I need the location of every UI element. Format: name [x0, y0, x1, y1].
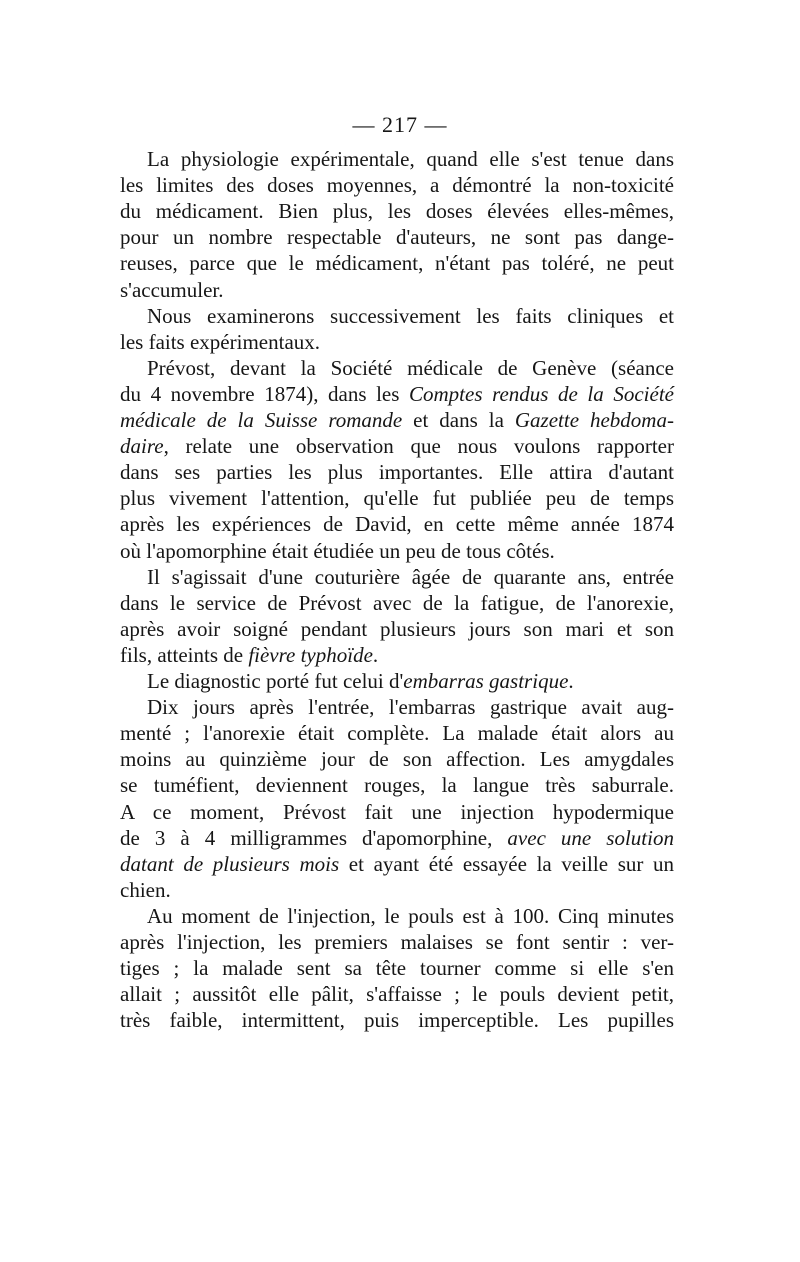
text-line — [147, 903, 674, 929]
text-segment: Nous examinerons successivement les faits cliniques et — [147, 303, 674, 328]
text-segment: après l'injection, les premiers malaises se font sentir : ver- — [120, 930, 674, 954]
page-number: — 217 — — [352, 112, 448, 137]
text-line — [147, 355, 674, 381]
text-line — [120, 590, 674, 616]
text-segment: chien. — [120, 877, 171, 902]
text-line — [120, 329, 674, 355]
text-line — [120, 250, 674, 276]
italic-text: Gazette hebdoma- — [514, 408, 674, 432]
text-segment: A ce moment, Prévost fait une injection hypodermique — [120, 799, 674, 824]
text-line — [120, 511, 674, 537]
text-line — [120, 720, 674, 746]
text-line — [147, 694, 674, 720]
text-line — [120, 538, 674, 564]
text-segment: très faible, intermittent, puis imperceptible. Les pupilles — [120, 1008, 674, 1033]
text-line — [120, 198, 674, 224]
text-segment: après avoir soigné pendant plusieurs jours son mari et son — [120, 616, 674, 641]
text-line — [120, 224, 674, 250]
text-line — [120, 981, 674, 1007]
text-line — [120, 929, 674, 955]
text-segment: après les expériences de David, en cette même année 1874 — [120, 512, 674, 537]
italic-text: Comptes rendus de la Société — [409, 381, 674, 406]
text-segment: de 3 à 4 milligrammes d'apomorphine, — [120, 825, 508, 850]
text-segment: . — [568, 669, 574, 693]
text-segment: allait ; aussitôt elle pâlit, s'affaisse ; le pouls devient petit, — [120, 982, 674, 1007]
text-segment: pour un nombre respectable d'auteurs, ne sont pas dange- — [120, 225, 674, 250]
text-segment: fils, atteints de — [120, 642, 249, 667]
text-segment: . — [372, 642, 379, 667]
text-line — [120, 433, 674, 459]
text-segment: menté ; l'anorexie était complète. La malade était alors au — [120, 721, 674, 746]
text-segment: dans ses parties les plus importantes. Elle attira d'autant — [120, 460, 674, 485]
text-line — [120, 381, 674, 407]
text-segment: les limites des doses moyennes, a démontré la non-toxicité — [120, 173, 674, 198]
text-segment: Prévost, devant la Société médicale de Genève (séance — [147, 355, 674, 380]
text-segment: où l'apomorphine était étudiée un peu de tous côtés. — [120, 538, 555, 563]
italic-text: datant de plusieurs mois — [120, 851, 340, 876]
text-segment: , relate une observation que nous voulons rapporter — [163, 434, 674, 459]
text-line — [120, 877, 674, 903]
text-segment: tiges ; la malade sent sa tête tourner comme si elle s'en — [120, 956, 674, 981]
text-line — [120, 825, 674, 851]
text-line — [147, 564, 674, 590]
text-segment: se tuméfient, deviennent rouges, la langue très saburrale. — [120, 773, 674, 798]
text-segment: moins au quinzième jour de son affection. Les amygdales — [120, 747, 674, 772]
text-line — [147, 668, 674, 694]
text-line — [120, 772, 674, 798]
text-segment: et dans la — [402, 408, 515, 432]
text-line — [120, 746, 674, 772]
text-segment: du médicament. Bien plus, les doses élevées elles-mêmes, — [120, 199, 674, 224]
italic-text: avec une solution — [507, 825, 674, 850]
italic-text: embarras gastrique — [403, 669, 569, 693]
italic-text: fièvre typhoïde — [248, 642, 373, 667]
text-segment: Le diagnostic porté fut celui d' — [147, 669, 404, 693]
text-line — [120, 459, 674, 485]
text-segment: et ayant été essayée la veille sur un — [339, 851, 675, 876]
text-line — [120, 642, 674, 668]
text-segment: reuses, parce que le médicament, n'étant pas toléré, ne peut — [120, 251, 674, 276]
text-segment: du 4 novembre 1874), dans les — [120, 381, 409, 406]
text-line — [147, 146, 674, 172]
text-line — [120, 1007, 674, 1033]
italic-text: médicale de la Suisse romande — [120, 408, 403, 432]
text-segment: les faits expérimentaux. — [120, 329, 321, 354]
text-segment: dans le service de Prévost avec de la fatigue, de l'anorexie, — [120, 590, 674, 615]
italic-text: daire — [120, 434, 164, 459]
text-line — [120, 851, 674, 877]
text-line — [120, 955, 674, 981]
text-segment: Il s'agissait d'une couturière âgée de quarante ans, entrée — [147, 564, 674, 589]
text-segment: Au moment de l'injection, le pouls est à 100. Cinq minutes — [147, 903, 674, 928]
text-line — [120, 799, 674, 825]
text-line — [120, 407, 674, 433]
text-segment: s'accumuler. — [120, 277, 224, 302]
text-line — [120, 485, 674, 511]
text-segment: Dix jours après l'entrée, l'embarras gastrique avait aug- — [147, 695, 674, 720]
text-line — [120, 616, 674, 642]
text-segment: plus vivement l'attention, qu'elle fut publiée peu de temps — [120, 486, 674, 511]
text-line — [120, 172, 674, 198]
text-segment: La physiologie expérimentale, quand elle s'est tenue dans — [147, 147, 674, 171]
text-line — [147, 303, 674, 329]
text-line — [120, 277, 674, 303]
